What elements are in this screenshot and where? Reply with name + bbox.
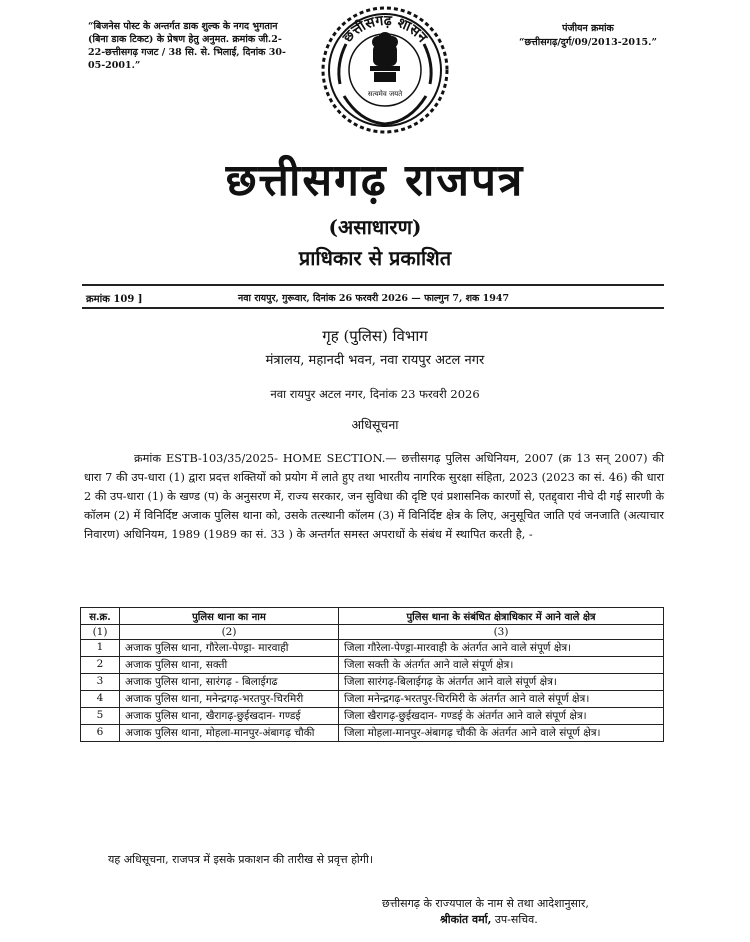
state-emblem-seal	[310, 4, 460, 136]
notification-heading: अधिसूचना	[351, 417, 399, 432]
issue-dateline: नवा रायपुर, गुरूवार, दिनांक 26 फरवरी 2026 — फाल्गुन 7, शक 1947	[238, 293, 510, 304]
row-serial: 4	[81, 691, 120, 708]
colnum-3: (3)	[339, 625, 664, 640]
ministry-address: मंत्रालय, महानदी भवन, नवा रायपुर अटल नगर	[265, 353, 485, 368]
header-station: पुलिस थाना का नाम	[120, 608, 339, 625]
police-station-table	[80, 607, 664, 742]
table-row	[81, 674, 664, 691]
registration-number: “छत्तीसगढ़/दुर्ग/09/2013-2015.”	[519, 37, 657, 48]
header-area: पुलिस थाना के संबंधित क्षेत्राधिकार में आने वाले क्षेत्र	[339, 608, 664, 625]
place-date: नवा रायपुर अटल नगर, दिनांक 23 फरवरी 2026	[270, 387, 480, 401]
order-line: छत्तीसगढ़ के राज्यपाल के नाम से तथा आदेशानुसार,	[382, 897, 589, 910]
issue-number: क्रमांक 109 ]	[86, 294, 143, 305]
extraordinary-label: (असाधारण)	[328, 215, 422, 239]
table-column-number-row	[81, 625, 664, 640]
row-serial: 5	[81, 708, 120, 725]
table-row	[81, 640, 664, 657]
table-row	[81, 691, 664, 708]
registration-block	[488, 22, 688, 50]
row-area: जिला मोहला-मानपुर-अंबागढ़ चौकी के अंतर्गत आने वाले संपूर्ण क्षेत्र।	[339, 725, 664, 742]
row-station: अजाक पुलिस थाना, मोहला-मानपुर-अंबागढ़ चौकी	[120, 725, 339, 742]
signatory-name: श्रीकांत वर्मा,	[440, 913, 492, 926]
row-station: अजाक पुलिस थाना, गौरेला-पेण्ड्रा- मारवाही	[120, 640, 339, 657]
row-serial: 6	[81, 725, 120, 742]
row-area: जिला गौरेला-पेण्ड्रा-मारवाही के अंतर्गत आने वाले संपूर्ण क्षेत्र।	[339, 640, 664, 657]
seal-top-text: छत्तीसगढ़ शासन	[339, 12, 431, 46]
colnum-1: (1)	[81, 625, 120, 640]
row-area: जिला खैरागढ़-छुईखदान- गण्डई के अंतर्गत आने वाले संपूर्ण क्षेत्र।	[339, 708, 664, 725]
table-row	[81, 657, 664, 674]
signature-block	[440, 912, 538, 927]
divider-bottom	[82, 307, 664, 309]
postal-permit-note: “बिजनेस पोस्ट के अन्तर्गत डाक शुल्क के नगद भुगतान (बिना डाक टिकट) के प्रेषण हेतु अनुमत. क्रमांक जी.2-22-छत्तीसगढ़ गजट / 38 सि. से. भिलाई, दिनांक 30-05-2001.”	[88, 21, 286, 71]
row-area: जिला सारंगढ़-बिलाईगढ़ के अंतर्गत आने वाले संपूर्ण क्षेत्र।	[339, 674, 664, 691]
row-area: जिला मनेन्द्रगढ़-भरतपुर-चिरमिरी के अंतर्गत आने वाले संपूर्ण क्षेत्र।	[339, 691, 664, 708]
table-header-row	[81, 608, 664, 625]
gazette-title: छत्तीसगढ़ राजपत्र	[225, 155, 525, 206]
signatory-title: उप-सचिव.	[491, 913, 538, 926]
row-station: अजाक पुलिस थाना, सारंगढ़ - बिलाईगढ	[120, 674, 339, 691]
effective-date-note: यह अधिसूचना, राजपत्र में इसके प्रकाशन की तारीख से प्रवृत्त होगी।	[108, 853, 373, 866]
notification-body: क्रमांक ESTB-103/35/2025- HOME SECTION.— छत्तीसगढ़ पुलिस अधिनियम, 2007 (क्र 13 सन् 2007) की धारा 7 की उप-धारा (1) द्वारा प्रदत्त शक्तियों को प्रयोग में लाते हुए तथा भारतीय नागरिक सुरक्षा संहिता, 2023 (2023 का सं. 46) की धारा 2 की उप-धारा (1) के खण्ड (प) के अनुसरण में, राज्य सरकार, जन सुविधा की दृष्टि एवं प्रशासनिक कारणों से, एतद्द्वारा नीचे दी गई सारणी के कॉलम (2) में विनिर्दिष्ट अजाक पुलिस थाना को, उसके तत्स्थानी कॉलम (3) में विनिर्दिष्ट क्षेत्र के लिए, अनुसूचित जाति एवं जनजाति (अत्याचार निवारण) अधिनियम, 1989 (1989 का सं. 33 ) के अन्तर्गत समस्त अपराधों के संबंध में स्थापित करती है, -	[84, 452, 664, 541]
row-area: जिला सक्ती के अंतर्गत आने वाले संपूर्ण क्षेत्र।	[339, 657, 664, 674]
row-station: अजाक पुलिस थाना, सक्ती	[120, 657, 339, 674]
published-by-label: प्राधिकार से प्रकाशित	[298, 246, 452, 270]
row-station: अजाक पुलिस थाना, खैरागढ़-छुईखदान- गण्डई	[120, 708, 339, 725]
row-station: अजाक पुलिस थाना, मनेन्द्रगढ़-भरतपुर-चिरमिरी	[120, 691, 339, 708]
seal-motto: सत्यमेव जयते	[367, 90, 403, 98]
divider-top	[82, 284, 664, 286]
department-name: गृह (पुलिस) विभाग	[322, 327, 428, 345]
header-serial: स.क्र.	[81, 608, 120, 625]
registration-label: पंजीयन क्रमांक	[562, 23, 614, 34]
row-serial: 1	[81, 640, 120, 657]
table-row	[81, 708, 664, 725]
table-row	[81, 725, 664, 742]
row-serial: 3	[81, 674, 120, 691]
row-serial: 2	[81, 657, 120, 674]
colnum-2: (2)	[120, 625, 339, 640]
